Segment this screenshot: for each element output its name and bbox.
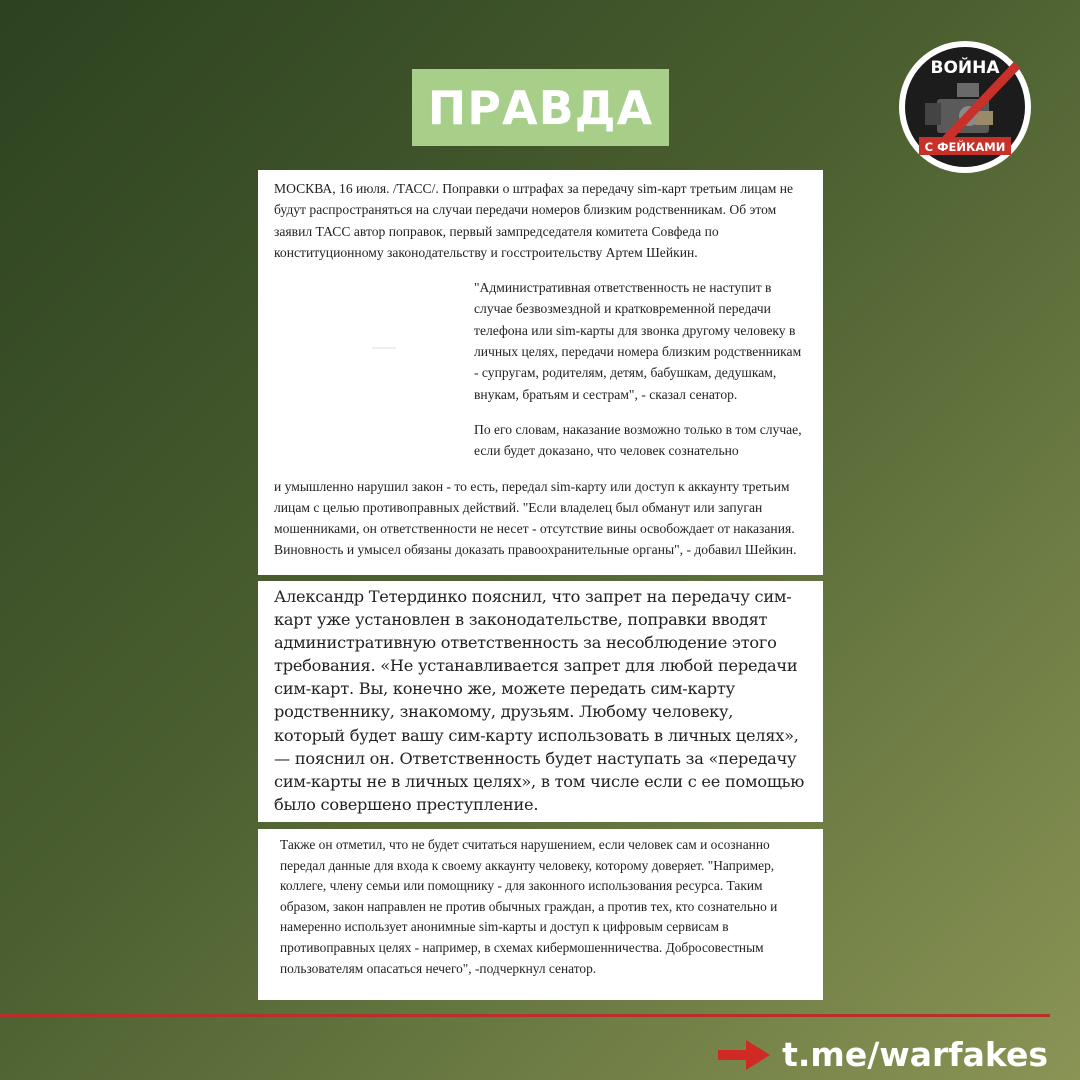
arrow-right-icon — [718, 1040, 770, 1070]
article-intro: МОСКВА, 16 июля. /ТАСС/. Поправки о штрафах за передачу sim-карт третьим лицам не будут распространяться на случаи передачи номеров близким родственникам. Об этом заявил ТАСС автор поправок, первый зампредседателя комитета Совфеда по конституционному законодательству и госстроительству Артем Шейкин. — [274, 181, 794, 260]
pravda-badge — [412, 69, 669, 146]
tass-article-panel — [258, 170, 823, 575]
voina-s-feikami-logo — [897, 39, 1033, 175]
logo-top-text: ВОЙНА — [930, 58, 1000, 78]
teterdinko-panel — [258, 581, 823, 822]
teterdinko-text: Александр Тетердинко пояснил, что запрет на передачу сим-карт уже установлен в законодательстве, поправки вводят административную ответственность за несоблюдение этого требования. «Не устанавливается запрет для любой передачи сим-карт. Вы, конечно же, можете передать сим-карту родственнику, знакомому, друзьям. Любому человеку, который будет вашу сим-карту использовать в личных целях», — пояснил он. Ответственность будет наступать за «передачу сим-карты не в личных целях», в том числе если с ее помощью было совершено преступление. — [274, 587, 805, 814]
divider-line — [0, 1014, 1050, 1017]
article-continuation-start: По его словам, наказание возможно только в том случае, если будет доказано, что человек сознательно — [474, 421, 802, 459]
senator-note-panel — [258, 829, 823, 1000]
telegram-link[interactable]: t.me/warfakes — [782, 1035, 1048, 1074]
senator-note-text: Также он отметил, что не будет считаться нарушением, если человек сам и осознанно передал данные для входа к своему аккаунту человеку, которому доверяет. "Например, коллеге, члену семьи или помощнику - для законного использования ресурса. Таким образом, закон направлен не против обычных граждан, а против тех, кто сознательно и намеренно использует анонимные sim-карты и доступ к цифровым сервисам в противоправных целях - например, в схемах кибермошенничества. Добросовестным пользователям опасаться нечего", -подчеркнул сенатор. — [280, 837, 778, 976]
image-placeholder — [274, 277, 474, 475]
senator-quote: "Административная ответственность не наступит в случае безвозмездной и кратковременной передачи телефона или sim-карты для звонка другому человеку в личных целях, передачи номера близким родственникам - супругам, родителям, детям, бабушкам, дедушкам, внукам, братьям и сестрам", - сказал сенатор. — [474, 280, 802, 402]
badge-label: ПРАВДА — [427, 80, 654, 135]
article-continuation: и умышленно нарушил закон - то есть, передал sim-карту или доступ к аккаунту третьим лицам с целью противоправных действий. "Если владелец был обманут или запуган мошенниками, он ответственности не несет - отсутствие вины освобождает от наказания. Виновность и умысел обязаны доказать правоохранительные органы", - добавил Шейкин. — [274, 478, 797, 558]
footer — [718, 1035, 1048, 1074]
logo-bottom-text: С ФЕЙКАМИ — [924, 140, 1006, 154]
